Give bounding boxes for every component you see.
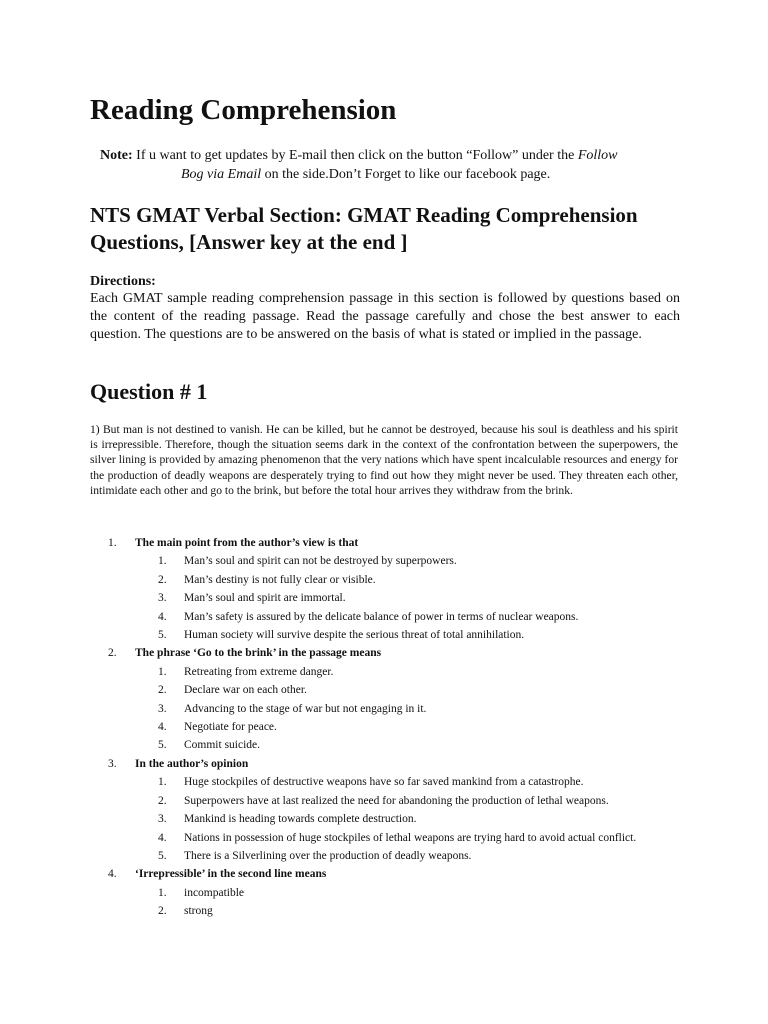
question-list [108,534,688,921]
option-number: 3. [158,702,167,715]
option-text: Man’s safety is assured by the delicate balance of power in terms of nuclear weapons. [184,610,579,623]
option-text: Advancing to the stage of war but not engaging in it. [184,702,427,715]
option-text: Man’s soul and spirit can not be destroyed by superpowers. [184,555,457,568]
option-number: 1. [158,776,167,789]
option-number: 2. [158,573,167,586]
page-title: Reading Comprehension [90,94,397,126]
note-paragraph [100,146,690,184]
option-text: Declare war on each other. [184,684,307,697]
question-heading: Question # 1 [90,379,208,404]
question-item [108,644,688,754]
option-item [108,773,688,791]
option-list [108,663,688,755]
option-item [108,792,688,810]
option-number: 2. [158,684,167,697]
question-text: In the author’s opinion [135,757,249,770]
directions-label: Directions: [90,274,156,289]
option-number: 5. [158,849,167,862]
option-text: Huge stockpiles of destructive weapons have so far saved mankind from a catastrophe. [184,776,584,789]
option-number: 5. [158,739,167,752]
option-text: Man’s soul and spirit are immortal. [184,592,346,605]
option-number: 3. [158,813,167,826]
question-number: 1. [108,537,117,549]
note-italic-blog: Bog via Email [181,167,262,182]
option-text: Retreating from extreme danger. [184,665,334,678]
directions-text: Each GMAT sample reading comprehension passage in this section is followed by questions based on the content of the reading passage. Read the passage carefully and chose the best answer to each question. The questions are to be answered on the basis of what is stated or implied in the passage. [90,291,680,342]
option-number: 1. [158,886,167,899]
question-text: ‘Irrepressible’ in the second line means [135,868,327,881]
option-text: incompatible [184,886,245,899]
option-item [108,810,688,828]
option-number: 4. [158,610,167,623]
option-text: There is a Silverlining over the production of deadly weapons. [184,849,472,862]
option-text: Commit suicide. [184,739,261,752]
option-text: Superpowers have at last realized the need for abandoning the production of lethal weapons. [184,794,609,807]
option-list [108,552,688,644]
option-text: Human society will survive despite the serious threat of total annihilation. [184,629,525,642]
option-text: Nations in possession of huge stockpiles of lethal weapons are trying hard to avoid actual conflict. [184,831,637,844]
option-item [108,902,688,920]
note-text-a: If u want to get updates by E-mail then click on the button “Follow” under the [132,148,578,163]
section-heading: NTS GMAT Verbal Section: GMAT Reading Comprehension Questions, [Answer key at the end ] [90,203,638,254]
question-number: 3. [108,757,117,770]
question-item [108,755,688,865]
question-stem [108,534,688,552]
question-stem [108,755,688,773]
option-item [108,552,688,570]
option-item [108,571,688,589]
option-text: Mankind is heading towards complete destruction. [184,813,417,826]
option-text: Man’s destiny is not fully clear or visible. [184,573,376,586]
question-stem [108,644,688,662]
option-item [108,736,688,754]
option-text: Negotiate for peace. [184,721,277,734]
option-item [108,718,688,736]
option-number: 2. [158,794,167,807]
option-list [108,773,688,865]
option-item [108,700,688,718]
option-item [108,681,688,699]
question-number: 2. [108,647,117,660]
option-item [108,663,688,681]
option-item [108,589,688,607]
option-item [108,626,688,644]
question-text: The phrase ‘Go to the brink’ in the passage means [135,647,382,660]
question-item [108,865,688,920]
note-line-2 [100,165,690,184]
question-item [108,534,688,644]
option-list [108,884,688,921]
option-item [108,884,688,902]
question-text: The main point from the author’s view is that [135,537,359,549]
question-stem [108,865,688,883]
note-label: Note: [100,148,133,163]
option-number: 1. [158,555,167,568]
question-number: 4. [108,868,117,881]
option-number: 2. [158,905,167,918]
passage-text: 1) But man is not destined to vanish. He can be killed, but he cannot be destroyed, because his soul is deathless and his spirit is irrepressible. Therefore, though the situation seems dark in the context of the confrontation between the superpowers, the silver lining is provided by amazing phenomenon that the very nations which have spent incalculable resources and energy for the production of deadly weapons are desperately trying to find out how they might never be used. They threaten each other, intimidate each other and go to the brink, but before the total hour arrives they withdraw from the brink. [90,423,678,497]
note-italic-follow: Follow [577,148,618,163]
option-number: 3. [158,592,167,605]
option-number: 1. [158,665,167,678]
note-text-b: on the side.Don’t Forget to like our facebook page. [261,167,551,182]
option-item [108,847,688,865]
option-text: strong [184,905,213,918]
option-number: 4. [158,831,167,844]
option-number: 5. [158,629,167,642]
option-item [108,608,688,626]
option-item [108,829,688,847]
option-number: 4. [158,721,167,734]
